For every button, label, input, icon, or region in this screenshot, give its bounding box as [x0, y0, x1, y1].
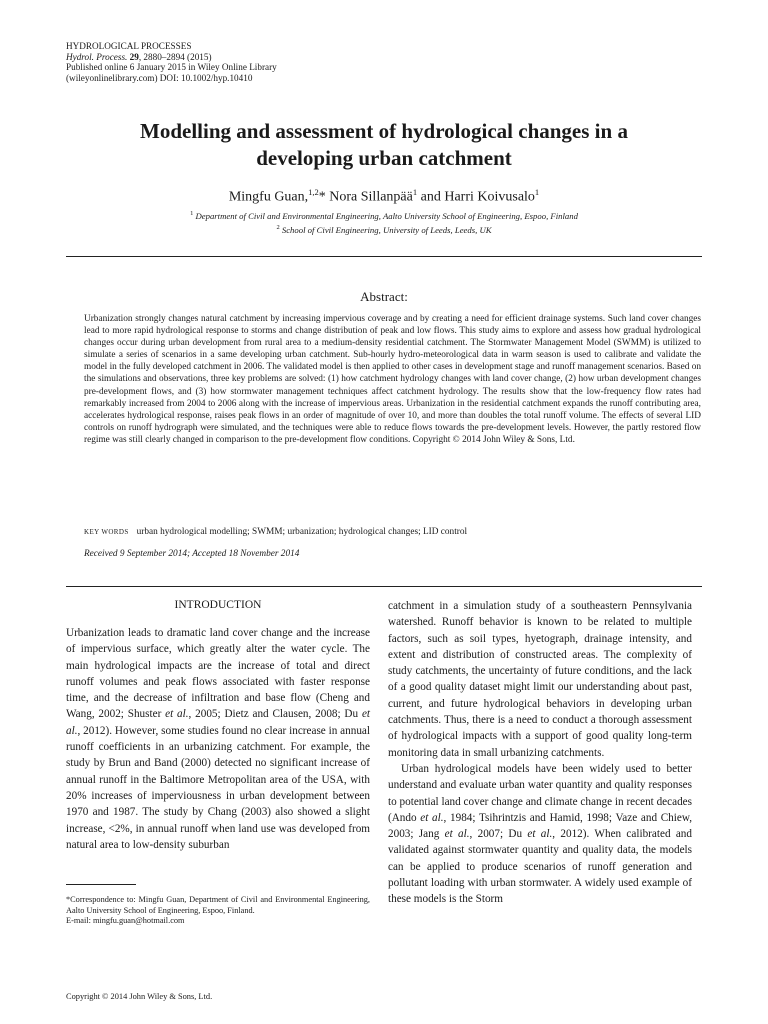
intro-paragraph-1 — [66, 625, 370, 853]
doi-line: (wileyonlinelibrary.com) DOI: 10.1002/hyp.10410 — [66, 72, 253, 83]
journal-citation — [66, 52, 277, 63]
abstract-top-rule — [66, 256, 702, 257]
affiliation — [66, 208, 702, 222]
et-al: et al. — [527, 828, 553, 841]
abstract-text: Urbanization strongly changes natural catchment by increasing impervious coverage and by creating a need for efficient drainage systems. Such land cover changes lead to more rapid hydrological response to storms and change distribution of peak and low flows. This study aims to explore and assess how gradual hydrological changes occur during urban development from rural area to a medium-density residential catchment. The Stormwater Management Model (SWMM) is utilized to simulate a series of scenarios in a same developing urban catchment. Sub-hourly hydro-meteorological data in warm season is used to calibrate and validate the model in the fully developed catchment in 2006. The validated model is then applied to other cases in development stage and runoff management scenarios. Based on the simulations and observations, three key problems are solved: (1) how catchment hydrology changes with land cover change, (2) how urban development changes pre-development flows, and (3) how stormwater management techniques affect catchment hydrology. The results show that the low-frequency flow rates had remarkably increased from 2004 to 2006 along with the increase of impervious areas. Urbanization in the residential catchment expands the runoff contributing area, accelerates hydrological response, raises peak flows in an order of magnitude of over 10, and more than doubles the total runoff volume. The effects of several LID controls on runoff hydrograph were simulated, and the techniques were able to reduce flows towards the pre-development levels. However, the partly restored flow regime was still clearly changed in comparison to the pre-development flow conditions. Copyright © 2014 John Wiley & Sons, Ltd. — [84, 314, 701, 445]
text-run: , 1984; Tsihrintzis and Hamid, 1998; Vaze and Chiew, 2003; Jang — [388, 811, 693, 841]
intro-paragraph-3 — [388, 761, 692, 908]
correspondence-footnote — [66, 895, 370, 927]
author-affil-sup: 1,2 — [308, 187, 319, 197]
text-run: , 2012). However, some studies found no clear increase in annual runoff coefficients in an urbanizing catchment. For example, the study by Brun and Band (2000) detected no significant increase of annual runoff in the Baltimore Metropolitan area of the USA, with 20% increases of imperviousness in urban development between 1970 and 1987. The study by Chang (2003) also showed a slight increase, <2%, in annual runoff when land use was developed from natural area to low-density suburban — [66, 724, 370, 851]
affiliation-text: Department of Civil and Environmental Engineering, Aalto University School of Engineering, Espoo, Finland — [195, 210, 578, 221]
affiliation-list — [66, 208, 702, 236]
abstract-bottom-rule — [66, 586, 702, 587]
author-name: Mingfu Guan, — [228, 189, 309, 205]
author-affil-sup: 1 — [534, 187, 540, 197]
text-run: Urban hydrological models have been widely used to better understand and evaluate urban water quantity and quality responses to potential land cover change and climate change in recent decades (Ando — [388, 762, 692, 824]
author-list — [66, 184, 702, 206]
right-column — [388, 598, 692, 908]
title-line-1: Modelling and assessment of hydrological changes in a — [140, 119, 628, 143]
et-al: et al. — [66, 708, 371, 737]
citation-journal: Hydrol. Process. — [66, 51, 128, 62]
intro-paragraph-2: catchment in a simulation study of a southeastern Pennsylvania watershed. Runoff behavior is known to be related to multiple factors, such as soil types, hyetograph, drainage intensity, and extent and distribution of constructed areas. The complexity of study catchments, the uncertainty of future conditions, and the lack of a good quality dataset might limit our understanding about past, current, and future hydrological behaviors in developing urban catchments. Thus, there is a need to conduct a thorough assessment of hydrological impacts with a support of good quality long-term monitoring data in small urbanizing catchments. — [388, 600, 692, 759]
affiliation-number: 2 — [276, 223, 280, 231]
et-al: et al. — [420, 811, 444, 824]
left-column — [66, 598, 370, 853]
introduction-heading: INTRODUCTION — [174, 599, 262, 611]
text-run: , 2012). When calibrated and validated against stormwater quantity and quality data, the models can be applied to produce scenarios of runoff generation and pollutant loading with urban stormwater. A widely used example of these models is the Storm — [388, 828, 692, 906]
citation-pages: , 2880–2894 (2015) — [138, 51, 212, 62]
author-name: Nora Sillanpää — [329, 189, 413, 205]
footnote-email: E-mail: mingfu.guan@hotmail.com — [66, 916, 185, 925]
journal-name: HYDROLOGICAL PROCESSES — [66, 41, 192, 51]
author-name: Harri Koivusalo — [444, 189, 535, 205]
affiliation-number: 1 — [190, 210, 194, 217]
paper-title — [66, 118, 702, 172]
affiliation-text: School of Civil Engineering, University of Leeds, Leeds, UK — [281, 224, 492, 235]
correspondence-mark: * — [318, 189, 326, 205]
keywords-label: KEY WORDS — [84, 528, 129, 536]
footnote-address: *Correspondence to: Mingfu Guan, Department of Civil and Environmental Engineering, Aalto University School of Engineering, Espoo, Finland. — [66, 895, 370, 915]
affiliation — [66, 222, 702, 236]
author-separator: and — [420, 189, 441, 205]
abstract-heading: Abstract: — [360, 289, 408, 304]
keywords — [84, 526, 701, 538]
text-run: , 2007; Du — [469, 828, 528, 841]
published-line: Published online 6 January 2015 in Wiley Online Library — [66, 62, 277, 73]
author-affil-sup: 1 — [412, 187, 418, 197]
received-dates: Received 9 September 2014; Accepted 18 November 2014 — [84, 549, 300, 559]
journal-header — [66, 41, 277, 83]
citation-volume: 29 — [129, 51, 139, 62]
title-line-2: developing urban catchment — [256, 146, 512, 170]
et-al: et al. — [444, 828, 470, 841]
text-run: , 2005; Dietz and Clausen, 2008; Du — [188, 708, 362, 721]
text-run: Urbanization leads to dramatic land cover change and the increase of impervious surface, which greatly alter the water cycle. The main hydrological impacts are the increase of total and direct runoff volumes and peak flows associated with faster response time, and the decrease of infiltration and base flow (Cheng and Wang, 2002; Shuster — [66, 627, 370, 721]
et-al: et al. — [165, 708, 189, 721]
copyright-notice: Copyright © 2014 John Wiley & Sons, Ltd. — [66, 992, 213, 1001]
footnote-rule — [66, 884, 136, 885]
keywords-text: urban hydrological modelling; SWMM; urbanization; hydrological changes; LID control — [136, 527, 468, 537]
